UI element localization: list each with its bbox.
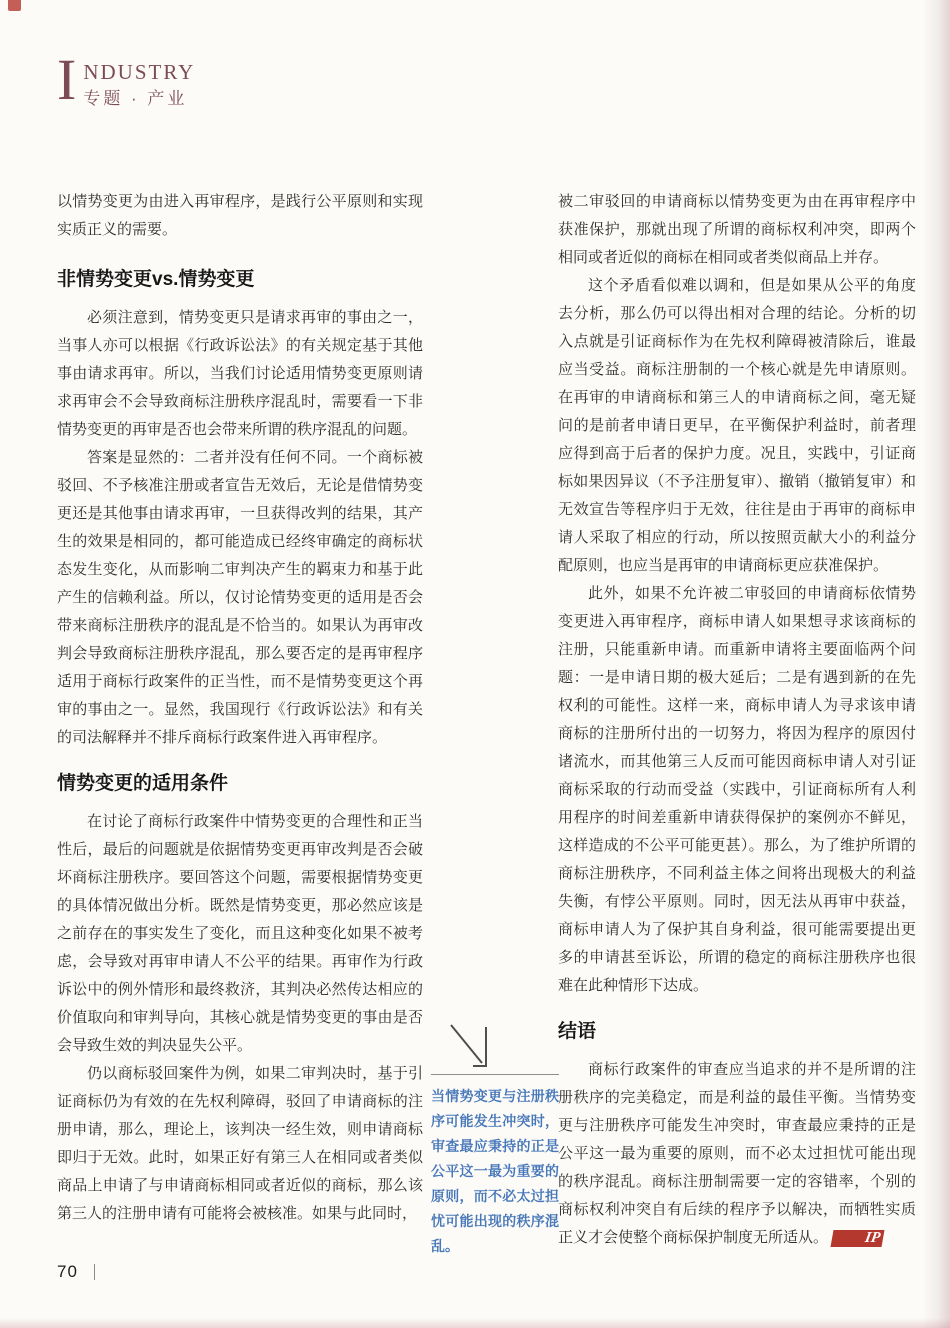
article-paragraph: 必须注意到，情势变更只是请求再审的事由之一，当事人亦可以根据《行政诉讼法》的有关规定基于其他事由请求再审。所以，当我们讨论适用情势变更原则请求再审会不会导致商标注册秩序混乱时，需要看一下非情势变更的再审是否也会带来所谓的秩序混乱的问题。	[57, 310, 423, 438]
article-paragraph: 仍以商标驳回案件为例，如果二审判决时，基于引证商标仍为有效的在先权利障碍，驳回了申请商标的注册申请，那么，理论上，该判决一经生效，则申请商标即归于无效。此时，如果正好有第三人在相同或者类似商品上申请了与申请商标相同或者近似的商标，那么该第三人的注册申请有可能将会被核准。如果与此同时，	[57, 1066, 423, 1222]
section-heading-non-change-of-circumstances: 非情势变更vs.情势变更	[57, 269, 255, 290]
article-paragraph-closing	[558, 1056, 916, 1252]
article-paragraph: 答案是显然的：二者并没有任何不同。一个商标被驳回、不予核准注册或者宣告无效后，无论是借情势变更还是其他事由请求再审，一旦获得改判的结果，其产生的效果是相同的，都可能造成已经终审确定的商标状态发生变化，从而影响二审判决产生的羁束力和基于此产生的信赖利益。所以，仅讨论情势变更的适用是否会带来商标注册秩序的混乱是不恰当的。如果认为再审改判会导致商标注册秩序混乱，那么要否定的是再审程序适用于商标行政案件的正当性，而不是情势变更这个再审的事由之一。显然，我国现行《行政诉讼法》和有关的司法解释并不排斥商标行政案件进入再审程序。	[57, 450, 423, 746]
closing-text: 商标行政案件的审查应当追求的并不是所谓的注册秩序的完美稳定，而是利益的最佳平衡。当情势变更与注册秩序可能发生冲突时，审查最应秉持的正是公平这一最为重要的原则，而不必太过担忧可能出现的秩序混乱。商标注册制需要一定的容错率，个别的商标权利冲突自有后续的程序予以解决，而牺牲实质正义才会使整个商标保护制度无所适从。	[558, 1062, 916, 1246]
article-column-right	[558, 188, 916, 1266]
pull-quote-text: 当情势变更与注册秩序可能发生冲突时，审查最应秉持的正是公平这一最为重要的原则，而不必太过担忧可能出现的秩序混乱。	[431, 1088, 559, 1254]
corner-arrow-icon	[447, 1022, 493, 1070]
pull-quote-callout	[431, 1022, 559, 1259]
article-paragraph: 这个矛盾看似难以调和，但是如果从公平的角度去分析，那么仍可以得出相对合理的结论。分析的切入点就是引证商标作为在先权利障碍被清除后，谁最应当受益。商标注册制的一个核心就是先申请原则。在再审的申请商标和第三人的申请商标之间，毫无疑问的是前者申请日更早，在平衡保护利益时，前者理应得到高于后者的保护力度。况且，实践中，引证商标如果因异议（不予注册复审）、撤销（撤销复审）和无效宣告等程序归于无效，往往是由于再审的商标申请人采取了相应的行动，所以按照贡献大小的利益分配原则，也应当是再审的申请商标更应获准保护。	[558, 278, 916, 574]
section-heading-application-conditions: 情势变更的适用条件	[57, 773, 229, 794]
scan-corner-mark	[8, 0, 21, 11]
article-end-mark-ip-logo: IP	[831, 1230, 885, 1247]
callout-divider	[431, 1074, 559, 1075]
publication-logo	[57, 47, 196, 112]
page-edge-shadow-bottom	[0, 1318, 950, 1328]
article-column-left	[57, 188, 423, 1260]
logo-text-block	[83, 52, 195, 109]
page-number: 70	[57, 1262, 78, 1281]
logo-initial: I	[57, 47, 77, 112]
page-edge-shadow-right	[922, 0, 950, 1328]
article-paragraph: 此外，如果不允许被二审驳回的申请商标依情势变更进入再审程序，商标申请人如果想寻求该商标的注册，只能重新申请。而重新申请将主要面临两个问题：一是申请日期的极大延后；二是有遇到新的在先权利的可能性。这样一来，商标申请人为寻求该申请商标的注册所付出的一切努力，将因为程序的原因付诸流水，而其他第三人反而可能因商标申请人对引证商标采取的行动而受益（实践中，引证商标所有人利用程序的时间差重新申请获得保护的案例亦不鲜见，这样造成的不公平可能更甚）。那么，为了维护所谓的商标注册秩序，不同利益主体之间将出现极大的利益失衡，有悖公平原则。同时，因无法从再审中获益，商标申请人为了保护其自身利益，很可能需要提出更多的申请甚至诉讼，所谓的稳定的商标注册秩序也很难在此种情形下达成。	[558, 586, 916, 994]
article-paragraph: 在讨论了商标行政案件中情势变更的合理性和正当性后，最后的问题就是依据情势变更再审改判是否会破坏商标注册秩序。要回答这个问题，需要根据情势变更的具体情况做出分析。既然是情势变更，那必然应该是之前存在的事实发生了变化，而且这种变化如果不被考虑，会导致对再审申请人不公平的结果。再审作为行政诉讼中的例外情形和最终救济，其判决必然传达相应的价值取向和审判导向，其核心就是情势变更的事由是否会导致生效的判决显失公平。	[57, 814, 423, 1054]
page-footer	[57, 1262, 95, 1282]
section-heading-conclusion: 结语	[558, 1021, 597, 1042]
footer-divider	[94, 1264, 96, 1280]
article-paragraph: 被二审驳回的申请商标以情势变更为由在再审程序中获准保护，那就出现了所谓的商标权利冲突，即两个相同或者近似的商标在相同或者类似商品上并存。	[558, 194, 916, 266]
logo-subtitle: 专题 · 产业	[83, 89, 188, 108]
logo-title: NDUSTRY	[83, 60, 196, 84]
article-paragraph-intro: 以情势变更为由进入再审程序，是践行公平原则和实现实质正义的需要。	[57, 194, 423, 238]
